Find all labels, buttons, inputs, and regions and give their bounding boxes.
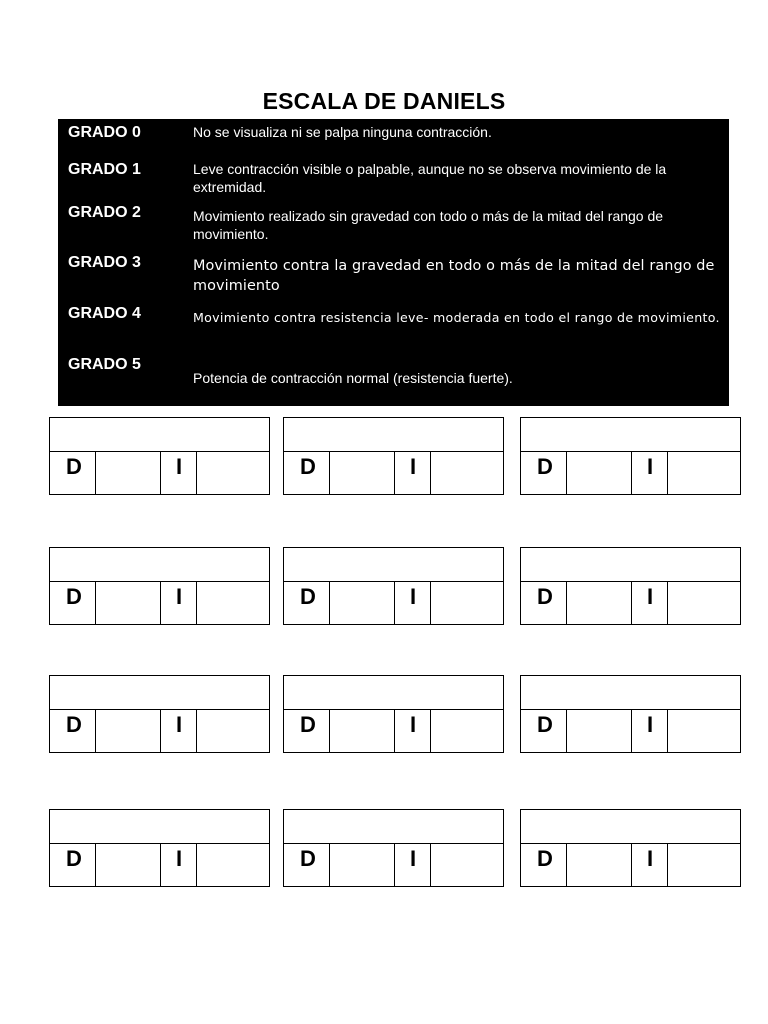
muscle-name-cell[interactable] xyxy=(50,676,269,710)
grade-3-description: Movimiento contra la gravedad en todo o más de la mitad del rango de movimiento xyxy=(193,258,715,294)
left-grade-cell[interactable] xyxy=(668,844,741,887)
muscle-name-cell[interactable] xyxy=(521,676,740,710)
cell-divider xyxy=(160,709,161,752)
muscle-name-cell[interactable] xyxy=(521,548,740,582)
cell-divider xyxy=(394,843,395,886)
grade-4-label: GRADO 4 xyxy=(68,305,141,322)
cell-divider xyxy=(631,709,632,752)
right-side-label: D xyxy=(537,846,553,871)
left-side-label: I xyxy=(410,712,417,737)
left-grade-cell[interactable] xyxy=(197,582,270,625)
muscle-name-cell[interactable] xyxy=(284,548,503,582)
muscle-name-cell[interactable] xyxy=(50,418,269,452)
page-title: ESCALA DE DANIELS xyxy=(262,88,506,114)
cell-divider xyxy=(631,843,632,886)
test-card xyxy=(283,809,504,887)
muscle-name-cell[interactable] xyxy=(50,548,269,582)
right-grade-cell[interactable] xyxy=(96,582,160,625)
muscle-name-cell[interactable] xyxy=(521,418,740,452)
left-side-label: I xyxy=(176,712,183,737)
left-grade-cell[interactable] xyxy=(668,452,741,495)
grade-1-description: Leve contracción visible o palpable, aunque no se observa movimiento de la extremidad. xyxy=(193,161,667,195)
right-side-label: D xyxy=(66,584,82,609)
grade-0-label: GRADO 0 xyxy=(68,124,141,141)
cell-divider xyxy=(394,581,395,624)
left-side-label: I xyxy=(647,584,654,609)
test-card xyxy=(283,675,504,753)
left-grade-cell[interactable] xyxy=(431,582,504,625)
right-grade-cell[interactable] xyxy=(96,452,160,495)
cell-divider xyxy=(394,451,395,494)
muscle-name-cell[interactable] xyxy=(284,418,503,452)
right-side-label: D xyxy=(300,584,316,609)
cell-divider xyxy=(394,709,395,752)
grade-5-description: Potencia de contracción normal (resistencia fuerte). xyxy=(193,370,513,386)
right-side-label: D xyxy=(66,454,82,479)
right-grade-cell[interactable] xyxy=(96,844,160,887)
cell-divider xyxy=(160,451,161,494)
test-card xyxy=(283,547,504,625)
right-grade-cell[interactable] xyxy=(330,710,394,753)
left-side-label: I xyxy=(176,454,183,479)
cell-divider xyxy=(631,451,632,494)
left-grade-cell[interactable] xyxy=(668,582,741,625)
test-card xyxy=(49,417,270,495)
grade-1-label: GRADO 1 xyxy=(68,161,141,178)
right-side-label: D xyxy=(66,846,82,871)
left-side-label: I xyxy=(410,846,417,871)
grade-4-description: Movimiento contra resistencia leve- moderada en todo el rango de movimiento. xyxy=(193,310,720,325)
left-side-label: I xyxy=(647,846,654,871)
right-grade-cell[interactable] xyxy=(330,582,394,625)
left-grade-cell[interactable] xyxy=(431,844,504,887)
left-side-label: I xyxy=(410,454,417,479)
right-side-label: D xyxy=(300,846,316,871)
grade-3-label: GRADO 3 xyxy=(68,254,141,271)
left-side-label: I xyxy=(176,584,183,609)
right-side-label: D xyxy=(300,454,316,479)
right-grade-cell[interactable] xyxy=(567,710,631,753)
muscle-name-cell[interactable] xyxy=(284,810,503,844)
grade-5-label: GRADO 5 xyxy=(68,356,141,373)
right-grade-cell[interactable] xyxy=(567,452,631,495)
test-card xyxy=(49,675,270,753)
left-grade-cell[interactable] xyxy=(197,710,270,753)
right-side-label: D xyxy=(300,712,316,737)
left-grade-cell[interactable] xyxy=(197,452,270,495)
test-card xyxy=(283,417,504,495)
right-side-label: D xyxy=(66,712,82,737)
right-side-label: D xyxy=(537,584,553,609)
right-grade-cell[interactable] xyxy=(567,582,631,625)
right-grade-cell[interactable] xyxy=(567,844,631,887)
test-card xyxy=(520,809,741,887)
grade-2-description: Movimiento realizado sin gravedad con todo o más de la mitad del rango de movimiento. xyxy=(193,208,664,242)
right-grade-cell[interactable] xyxy=(330,452,394,495)
test-card xyxy=(520,417,741,495)
muscle-name-cell[interactable] xyxy=(521,810,740,844)
test-card xyxy=(49,809,270,887)
cell-divider xyxy=(631,581,632,624)
daniels-scale-table xyxy=(58,119,729,406)
test-card xyxy=(49,547,270,625)
muscle-name-cell[interactable] xyxy=(50,810,269,844)
left-grade-cell[interactable] xyxy=(431,710,504,753)
left-side-label: I xyxy=(410,584,417,609)
cell-divider xyxy=(160,843,161,886)
right-side-label: D xyxy=(537,712,553,737)
right-grade-cell[interactable] xyxy=(96,710,160,753)
left-grade-cell[interactable] xyxy=(431,452,504,495)
cell-divider xyxy=(160,581,161,624)
muscle-name-cell[interactable] xyxy=(284,676,503,710)
left-side-label: I xyxy=(647,712,654,737)
left-grade-cell[interactable] xyxy=(668,710,741,753)
grade-0-description: No se visualiza ni se palpa ninguna contracción. xyxy=(193,124,492,140)
right-side-label: D xyxy=(537,454,553,479)
grade-2-label: GRADO 2 xyxy=(68,204,141,221)
test-card xyxy=(520,675,741,753)
left-side-label: I xyxy=(176,846,183,871)
test-card xyxy=(520,547,741,625)
right-grade-cell[interactable] xyxy=(330,844,394,887)
left-side-label: I xyxy=(647,454,654,479)
left-grade-cell[interactable] xyxy=(197,844,270,887)
